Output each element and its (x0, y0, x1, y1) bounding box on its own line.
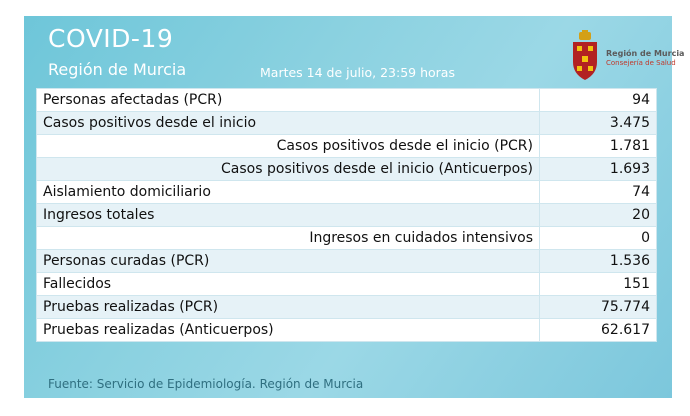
row-value: 1.693 (540, 158, 657, 181)
source-footer: Fuente: Servicio de Epidemiología. Región de Murcia (48, 377, 364, 391)
table-row (37, 319, 657, 342)
row-label: Personas afectadas (PCR) (37, 89, 540, 112)
statistics-table (36, 88, 657, 342)
table-row (37, 204, 657, 227)
report-title: COVID-19 (48, 24, 174, 53)
row-label: Personas curadas (PCR) (37, 250, 540, 273)
row-value: 1.536 (540, 250, 657, 273)
covid-report-card (24, 16, 685, 398)
row-value: 151 (540, 273, 657, 296)
table-row (37, 250, 657, 273)
row-label: Casos positivos desde el inicio (37, 112, 540, 135)
table-row (37, 112, 657, 135)
row-value: 20 (540, 204, 657, 227)
table-row (37, 227, 657, 250)
row-label: Casos positivos desde el inicio (PCR) (37, 135, 540, 158)
region-subtitle: Región de Murcia (48, 60, 187, 79)
table-row (37, 89, 657, 112)
row-label: Ingresos totales (37, 204, 540, 227)
coat-of-arms-icon (570, 30, 600, 82)
row-value: 62.617 (540, 319, 657, 342)
logo-line-1: Región de Murcia (606, 49, 685, 58)
row-label: Casos positivos desde el inicio (Anticuerpos) (37, 158, 540, 181)
row-label: Pruebas realizadas (Anticuerpos) (37, 319, 540, 342)
region-logo (570, 30, 685, 84)
row-value: 75.774 (540, 296, 657, 319)
row-label: Fallecidos (37, 273, 540, 296)
row-label: Pruebas realizadas (PCR) (37, 296, 540, 319)
row-value: 0 (540, 227, 657, 250)
table-row (37, 273, 657, 296)
report-date: Martes 14 de julio, 23:59 horas (260, 65, 455, 80)
row-label: Ingresos en cuidados intensivos (37, 227, 540, 250)
row-value: 1.781 (540, 135, 657, 158)
table-row (37, 296, 657, 319)
table-row (37, 158, 657, 181)
table-row (37, 181, 657, 204)
row-value: 94 (540, 89, 657, 112)
row-value: 74 (540, 181, 657, 204)
row-label: Aislamiento domiciliario (37, 181, 540, 204)
logo-line-2: Consejería de Salud (606, 59, 676, 67)
row-value: 3.475 (540, 112, 657, 135)
table-row (37, 135, 657, 158)
